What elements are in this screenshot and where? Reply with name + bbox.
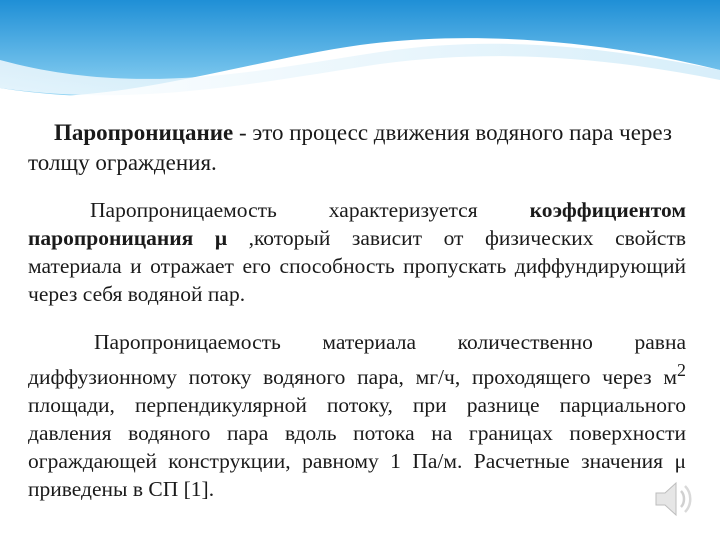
speaker-icon[interactable] [648, 474, 698, 524]
quantity-paragraph [28, 328, 686, 503]
definition-text: - это процесс движения водяного пара через толщу ограждения. [28, 120, 672, 175]
quantity-text-a: Паропроницаемость материала количественно равна диффузионному потоку водяного пара, мг/ч, проходящего через м [28, 330, 686, 390]
slide-body [28, 118, 686, 503]
definition-paragraph [28, 118, 686, 178]
property-text-b: ,который зависит от физических свойств материала и отражает его способность пропускать диффундирующий через себя водяной пар. [28, 226, 687, 306]
mu-symbol-2: μ [674, 449, 686, 474]
property-text-a: Паропроницаемость характеризуется [90, 198, 530, 222]
mu-symbol: μ [214, 226, 228, 250]
quantity-text-b: площади, перпендикулярной потоку, при разнице парциального давления водяного пара вдоль потока на границах поверхности ограждающей конструкции, равному 1 Па/м. Расчетные значения [28, 393, 686, 474]
decorative-wave-banner [0, 0, 720, 110]
coefficient-bold: коэффициентом паропроницания [28, 198, 686, 250]
term-bold: Паропроницание [54, 120, 234, 145]
quantity-text-c: приведены в СП [1]. [28, 477, 215, 502]
superscript-2: 2 [677, 360, 686, 380]
property-paragraph [28, 196, 686, 308]
